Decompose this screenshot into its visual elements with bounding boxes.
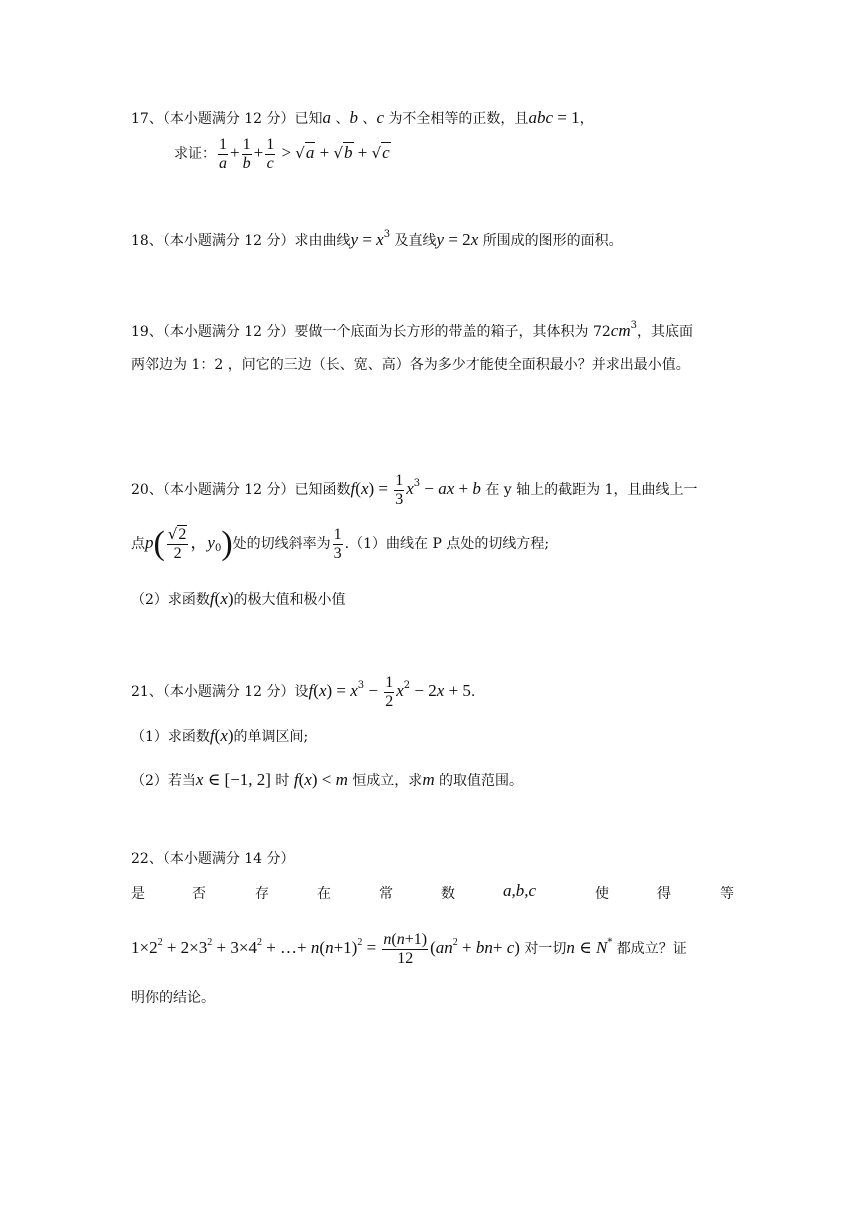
q22-word: 是 [131,886,145,902]
q21-part1-suffix: 的单调区间; [233,729,309,745]
q20-line1-suffix: 在 y 轴上的截距为 1，且曲线上一 [485,482,698,498]
q17-frac-b: $\frac{1}{b}$ [242,135,251,172]
q21-line2: （1）求函数f(x)的单调区间; [131,726,309,745]
q20-frac-sqrt2: $\frac{√2}{2}$ [167,525,187,562]
q21-part1: （1）求函数 [131,729,210,745]
q22-line4: 明你的结论。 [131,990,215,1006]
q17-condition: 为不全相等的正数，且 [388,111,529,127]
q18-prefix: 18、（本小题满分 12 分）求由曲线 [131,233,351,249]
q22-frac: $\frac{n(n+1)}{12}$ [383,930,428,967]
q22-spread-line [131,881,734,905]
q18-formula-cubic: y [350,230,359,249]
q20-line3: （2）求函数f(x)的极大值和极小值 [131,589,346,608]
q17-formula-abc: abc [528,108,553,127]
q18-middle: 及直线 [394,233,437,249]
q22-header: 22、（本小题满分 14 分） [131,851,295,867]
q22-word: 等 [720,886,734,902]
q20-point: p [145,533,154,552]
q21-frac-half: $\frac{1}{2}$ [385,673,394,710]
q21-prefix: 21、（本小题满分 12 分）设 [131,684,309,700]
q19-line1-prefix: 19、（本小题满分 12 分）要做一个底面为长方形的带盖的箱子，其体积为 72 [131,324,611,340]
q21-part2-suffix: 的取值范围。 [439,773,524,789]
q22-formula: $1\times 2^2 + 2\times 3^2 + 3\times 4^2$ + …+ $n(n+1)^2$ = [131,937,381,957]
q22-word-abc: a,b,c [503,881,537,900]
q17-line2: 求证： $\frac{1}{a}$ + $\frac{1}{b}$ + $\frac{1}{c}$ > √a + √b + √c [174,135,390,172]
q22-word: 在 [317,886,331,902]
q20-frac-third: $\frac{1}{3}$ [395,471,404,508]
q20-part2: （2）求函数 [131,592,210,608]
q17-formula-vars: a [322,108,332,127]
q22-line3-suffix2: 都成立？证 [616,941,687,957]
q20-part1: .（1）曲线在 P 点处的切线方程; [344,536,550,552]
q22-line3-suffix: 对一切 [524,941,567,957]
q22-word: 存 [255,886,269,902]
q18-suffix: 所围成的图形的面积。 [482,233,623,249]
q21-line1: 21、（本小题满分 12 分）设$f(x) = x^3$ − $\frac{1}{2}$ $x^2 - 2x + 5$. [131,673,476,710]
q20-line2: 点p( $\frac{√2}{2}$ ，$y_0$)处的切线斜率为 $\frac{1}{3}$ .（1）曲线在 P 点处的切线方程; [131,525,550,562]
q18-formula-line: y [436,230,445,249]
q19-line1: 19、（本小题满分 12 分）要做一个底面为长方形的带盖的箱子，其体积为 $72cm^3$，其底面 [131,320,693,340]
q22-word: 否 [192,886,206,902]
q20-prefix: 20、（本小题满分 12 分）已知函数 [131,482,351,498]
q17-prove-label: 求证： [174,146,216,162]
q17-frac-a: $\frac{1}{a}$ [219,135,227,172]
q20-frac-slope: $\frac{1}{3}$ [333,525,342,562]
q21-line3: （2）若当x ∈ [−1, 2] 时 f(x) < m 恒成立，求m 的取值范围。 [131,770,524,789]
q20-line1: 20、（本小题满分 12 分）已知函数f(x) = $\frac{1}{3}$ $x^3$ − ax + b 在 y 轴上的截距为 1，且曲线上一 [131,471,698,508]
q22-word: 常 [379,886,393,902]
q20-part2-suffix: 的极大值和极小值 [233,592,346,608]
q22-line3: $1\times 2^2 + 2\times 3^2 + 3\times 4^2$ + …+ $n(n+1)^2$ = $\frac{n(n+1)}{12}$ $(an^2 + bn+ c)$ 对一切n ∈ N* 都成立？证 [131,930,687,967]
q17-frac-c: $\frac{1}{c}$ [266,135,275,172]
q20-point-label: 点 [131,536,145,552]
q21-part2-mid: 时 [275,773,290,789]
q21-part2-mid2: 恒成立，求 [352,773,423,789]
q21-part2-prefix: （2）若当 [131,773,196,789]
q22-word: 数 [441,886,455,902]
q20-slope-text: 处的切线斜率为 [232,536,331,552]
q22-word: 使 [595,886,609,902]
q17-line1: 17、（本小题满分 12 分）已知a 、b 、c 为不全相等的正数，且abc = 1， [131,108,594,127]
q20-function: f [350,479,356,498]
q22-word: 得 [657,886,671,902]
q19-line1-suffix: ，其底面 [637,324,693,340]
q21-function: f [308,681,314,700]
q19-line2: 两邻边为 1：2 ，问它的三边（长、宽、高）各为多少才能使全面积最小？并求出最小值。 [131,357,690,373]
q17-prefix: 17、（本小题满分 12 分）已知 [131,111,323,127]
q18-line: 18、（本小题满分 12 分）求由曲线$y = x^3$ 及直线y = 2x 所围成的图形的面积。 [131,229,623,249]
q19-unit: cm [610,321,631,340]
